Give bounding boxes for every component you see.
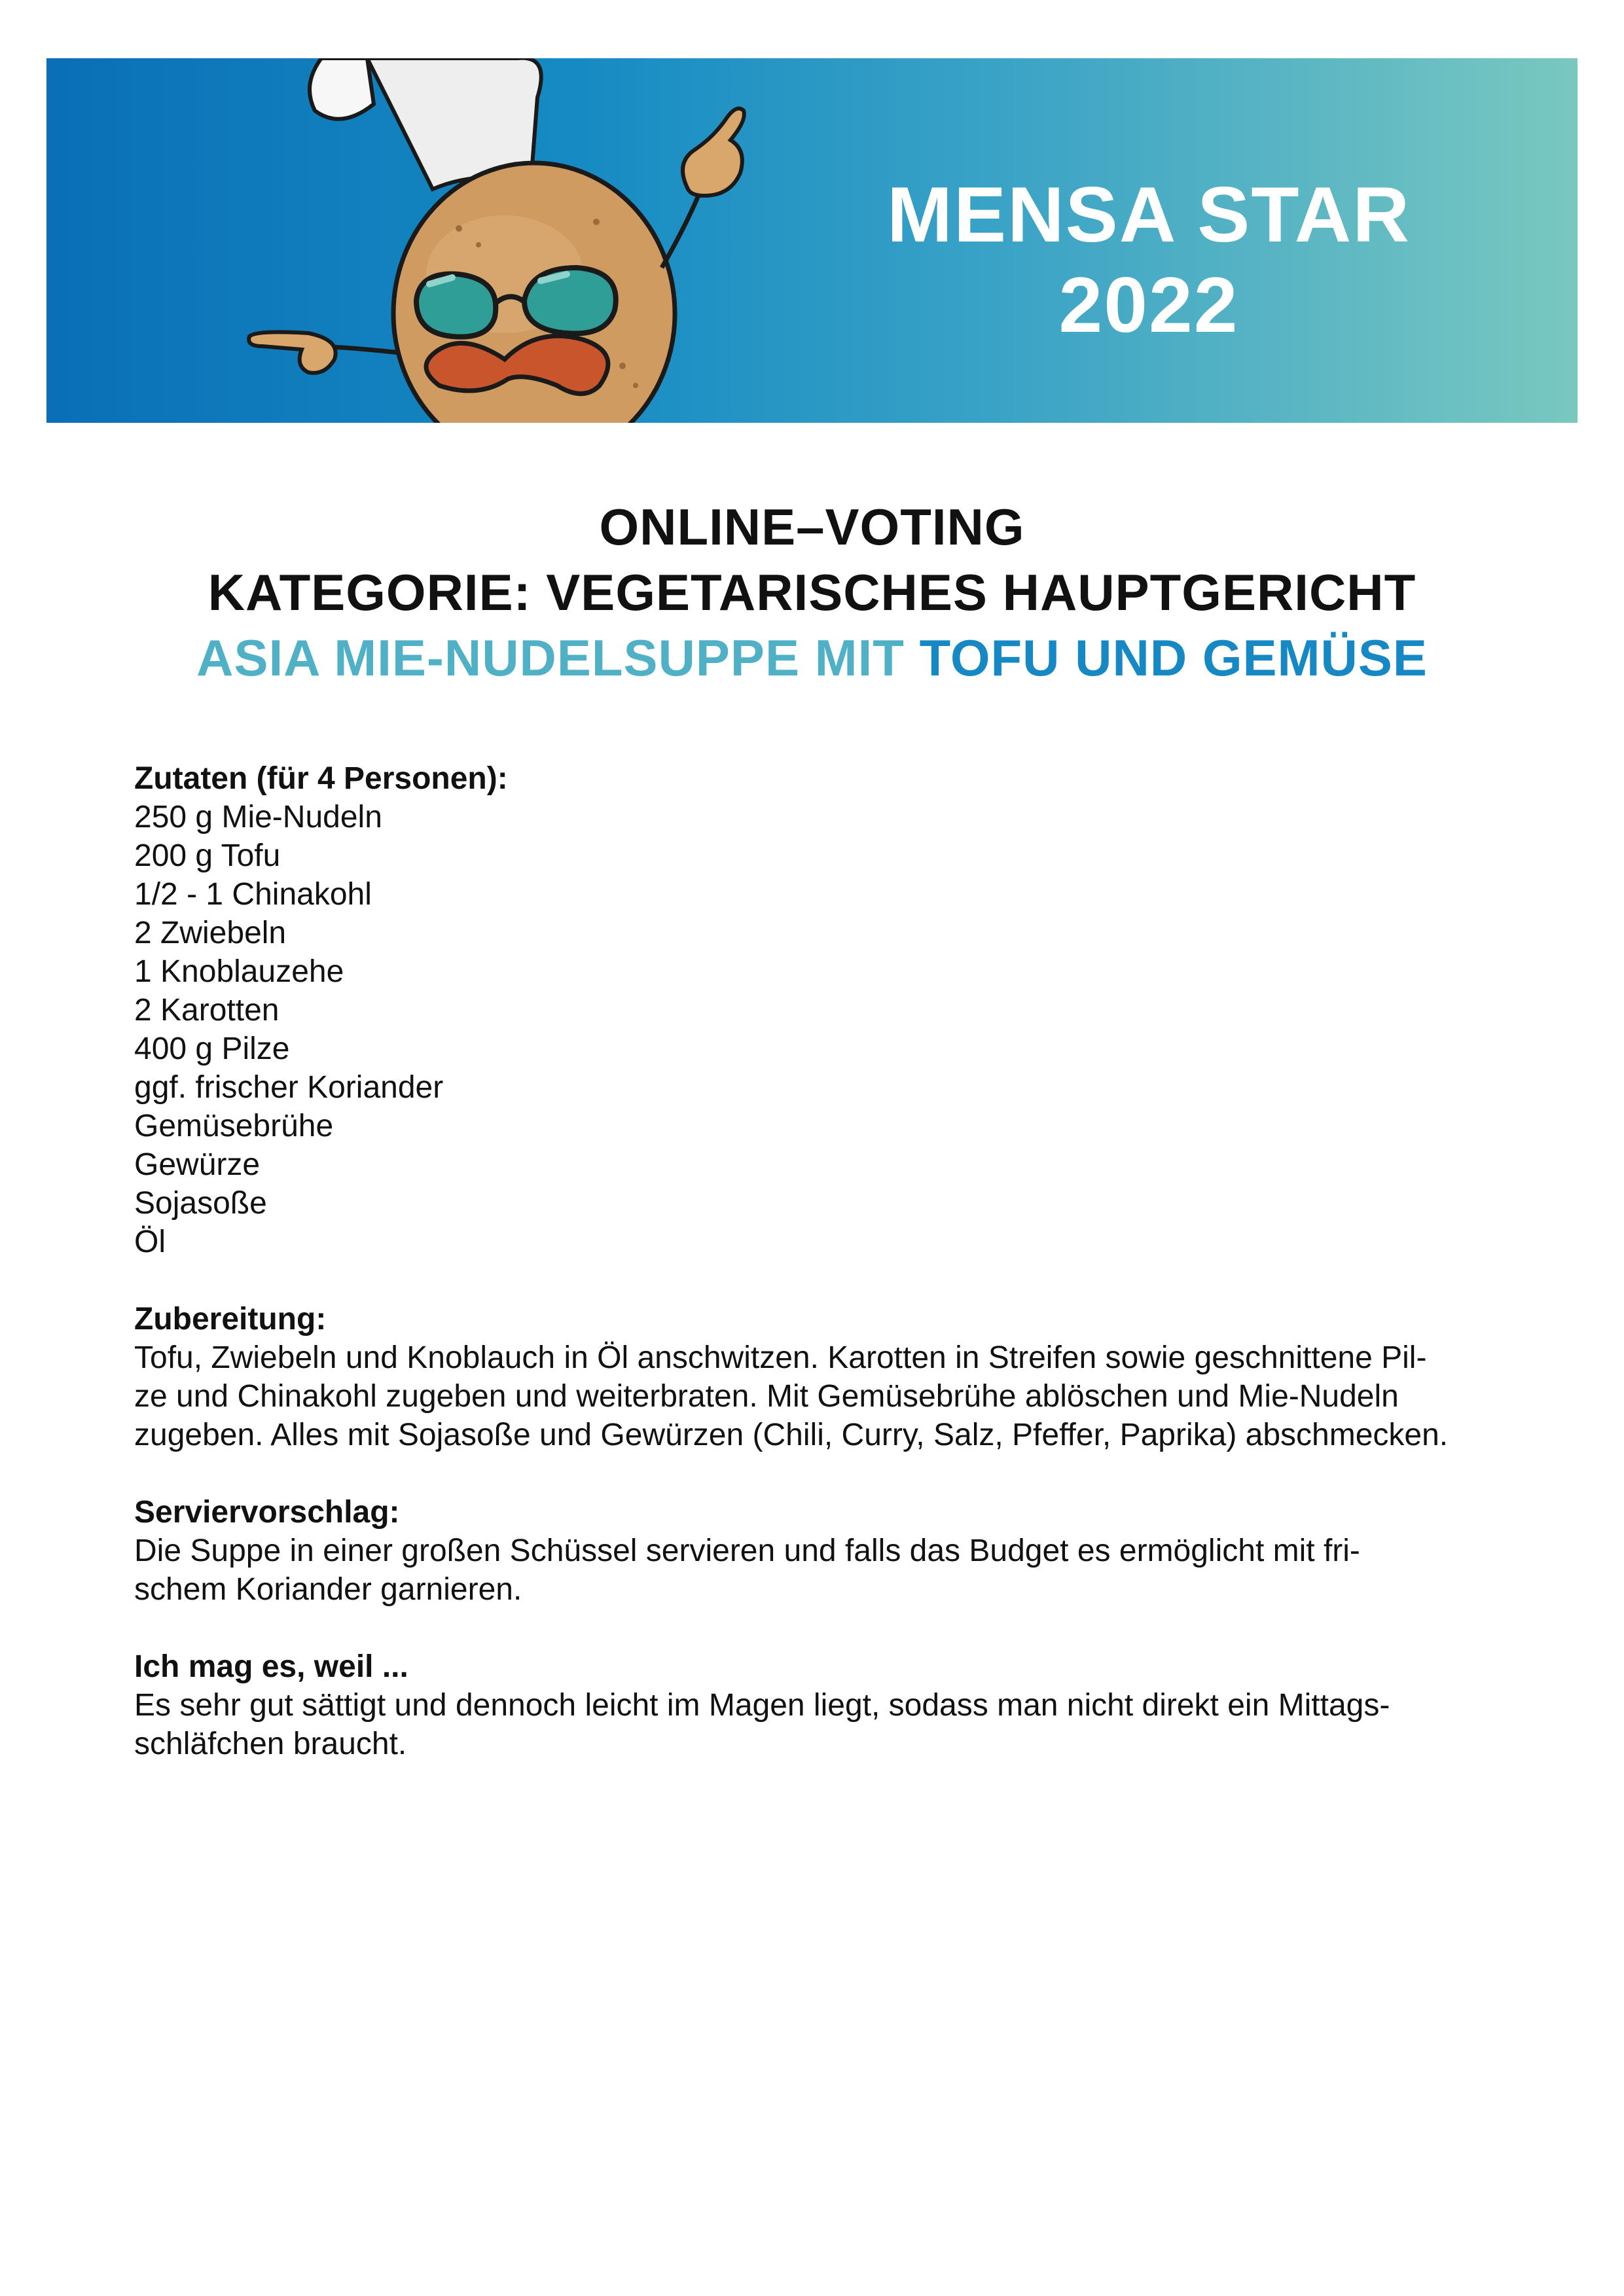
- serving-title: Serviervorschlag:: [134, 1495, 400, 1530]
- chef-potato-mascot-icon: [243, 58, 832, 423]
- reason-title: Ich mag es, weil ...: [134, 1649, 408, 1684]
- page-headings: [46, 494, 1578, 691]
- dish-title: [46, 625, 1578, 691]
- dish-title-part1: ASIA MIE-NUDELSUPPE MIT: [196, 629, 920, 687]
- ingredients-title: Zutaten (für 4 Personen):: [134, 761, 508, 796]
- banner-title-line1: MENSA STAR: [887, 171, 1411, 259]
- list-item: 2 Zwiebeln: [134, 916, 287, 950]
- list-item: Sojasoße: [134, 1186, 267, 1221]
- preparation-line: Tofu, Zwiebeln und Knoblauch in Öl anschwitzen. Karotten in Streifen sowie geschnittene Pil-: [134, 1340, 1427, 1375]
- reason-line: Es sehr gut sättigt und dennoch leicht im Magen liegt, sodass man nicht direkt ein Mittags-: [134, 1688, 1390, 1723]
- ingredients-list: [134, 798, 1522, 1261]
- list-item: ggf. frischer Koriander: [134, 1070, 444, 1105]
- section-spacer: [134, 1609, 1522, 1647]
- preparation-line: zugeben. Alles mit Sojasoße und Gewürzen (Chili, Curry, Salz, Pfeffer, Paprika) abschmecken.: [134, 1418, 1449, 1452]
- banner-title-line2: 2022: [1058, 261, 1239, 349]
- list-item: Gemüsebrühe: [134, 1109, 334, 1143]
- banner-title: [854, 170, 1443, 350]
- serving-line: schem Koriander garnieren.: [134, 1572, 522, 1607]
- list-item: 1/2 - 1 Chinakohl: [134, 877, 372, 912]
- list-item: 250 g Mie-Nudeln: [134, 800, 382, 834]
- reason-line: schläfchen braucht.: [134, 1727, 407, 1761]
- list-item: Öl: [134, 1225, 166, 1259]
- preparation-line: ze und Chinakohl zugeben und weiterbraten. Mit Gemüsebrühe ablöschen und Mie-Nudeln: [134, 1379, 1399, 1414]
- serving-line: Die Suppe in einer großen Schüssel servieren und falls das Budget es ermöglicht mit fri-: [134, 1534, 1360, 1568]
- list-item: 200 g Tofu: [134, 838, 281, 873]
- section-spacer: [134, 1454, 1522, 1493]
- list-item: 400 g Pilze: [134, 1031, 290, 1066]
- list-item: 1 Knoblauzehe: [134, 954, 344, 989]
- dish-title-part2: TOFU UND GEMÜSE: [919, 629, 1428, 687]
- category-heading: KATEGORIE: VEGETARISCHES HAUPTGERICHT: [208, 564, 1416, 621]
- section-spacer: [134, 1261, 1522, 1300]
- voting-heading: ONLINE–VOTING: [599, 498, 1025, 556]
- preparation-title: Zubereitung:: [134, 1302, 327, 1336]
- header-banner: [46, 58, 1578, 423]
- list-item: Gewürze: [134, 1147, 261, 1182]
- list-item: 2 Karotten: [134, 993, 280, 1028]
- recipe-content: [134, 759, 1522, 1763]
